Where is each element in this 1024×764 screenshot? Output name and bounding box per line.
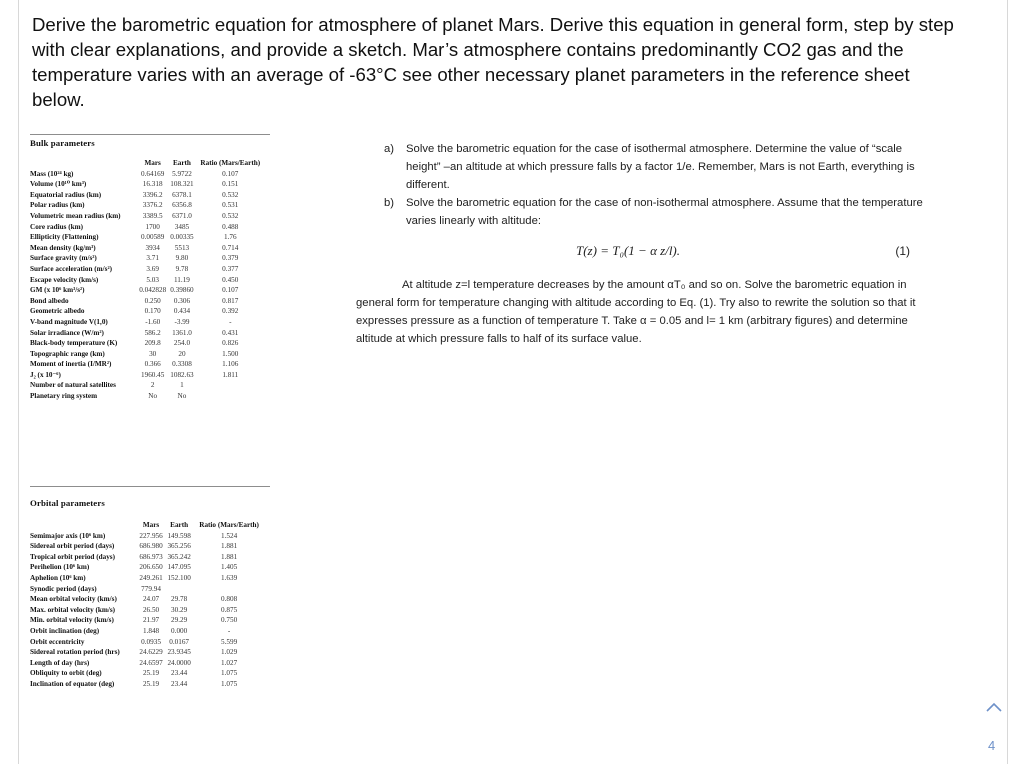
bulk-value: 6356.8	[172, 201, 192, 210]
orbital-value: 147.095	[167, 563, 191, 572]
equation-block	[356, 236, 926, 270]
bulk-value: 30	[149, 349, 157, 358]
bulk-value: 5.03	[146, 275, 159, 284]
bulk-value: 1082.63	[170, 370, 194, 379]
bulk-value: 0.64169	[141, 169, 165, 178]
bulk-header-1: Mars	[144, 159, 161, 167]
bulk-value: 0.392	[222, 307, 239, 316]
orbital-value: 21.97	[142, 616, 160, 625]
orbital-value: 24.6597	[139, 658, 163, 667]
orbital-value: 249.261	[139, 573, 163, 582]
bulk-param-label: Topographic range (km)	[30, 349, 105, 358]
bulk-header-0	[30, 158, 137, 169]
bulk-row	[30, 285, 265, 296]
bulk-value	[196, 380, 265, 391]
bulk-value: 1700	[145, 222, 160, 231]
bulk-value: 0.532	[222, 211, 239, 220]
bulk-value: 108.321	[170, 180, 194, 189]
bulk-value: -	[229, 317, 232, 326]
bulk-value: 5.9722	[172, 169, 192, 178]
orbital-value: 1.075	[221, 679, 238, 688]
bulk-value: 0.431	[222, 328, 239, 337]
orbital-value: 0.750	[221, 616, 238, 625]
orbital-row	[30, 594, 265, 605]
bulk-header-2: Earth	[172, 159, 191, 167]
orbital-value	[165, 584, 193, 595]
orbital-header-3: Ratio (Mars/Earth)	[199, 521, 259, 529]
bulk-value: 0.00589	[141, 233, 165, 242]
bulk-row	[30, 370, 265, 381]
orbital-header-1: Mars	[142, 521, 160, 529]
bulk-value: 9.80	[175, 254, 189, 263]
bulk-top-rule	[30, 134, 270, 135]
bulk-value: 0.434	[173, 307, 191, 316]
bulk-value: 0.107	[222, 286, 239, 295]
orbital-param-label: Inclination of equator (deg)	[30, 679, 115, 688]
bulk-param-label: Solar irradiance (W/m²)	[30, 328, 104, 337]
bulk-value: 0.377	[222, 264, 239, 273]
bulk-value: 0.531	[222, 201, 239, 210]
orbital-value: -	[227, 626, 231, 635]
bulk-param-label: Black-body temperature (K)	[30, 339, 118, 348]
bulk-row	[30, 296, 265, 307]
bulk-value: 0.042828	[139, 286, 167, 295]
orbital-value: 1.029	[221, 648, 238, 657]
bulk-row	[30, 275, 265, 286]
bulk-value: 0.170	[144, 307, 161, 316]
bulk-param-label: Mean density (kg/m³)	[30, 243, 96, 252]
orbital-row	[30, 668, 265, 679]
bulk-param-label: Equatorial radius (km)	[30, 190, 102, 199]
part-a-text: Solve the barometric equation for the case of isothermal atmosphere. Determine the value of “scale height” –an altitude at which pressure falls by a factor 1/e. Remember, Mars is not Earth, everything is different.	[406, 143, 915, 191]
bulk-value: 3485	[174, 222, 190, 231]
bulk-value: No	[148, 392, 158, 401]
orbital-value: 0.000	[171, 626, 188, 635]
bulk-value: 0.3308	[172, 360, 192, 369]
orbital-value: 29.29	[171, 616, 188, 625]
bulk-row	[30, 190, 265, 201]
orbital-value: 5.599	[221, 637, 238, 646]
bulk-row	[30, 359, 265, 370]
bulk-row	[30, 211, 265, 222]
bulk-param-label: Polar radius (km)	[30, 201, 85, 210]
orbital-value: 365.256	[167, 542, 191, 551]
orbital-row	[30, 562, 265, 573]
bulk-bottom-rule	[30, 486, 270, 487]
orbital-value: 152.100	[167, 573, 191, 582]
orbital-value: 24.6229	[139, 648, 163, 657]
bulk-value: 3396.2	[142, 190, 163, 199]
orbital-row	[30, 637, 265, 648]
orbital-value: 227.956	[139, 531, 163, 540]
page-number: 4	[988, 738, 996, 753]
orbital-value: 25.19	[142, 669, 160, 678]
orbital-row	[30, 584, 265, 595]
chevron-up-icon[interactable]	[982, 696, 1006, 720]
bulk-value: 0.488	[222, 222, 239, 231]
orbital-param-label: Orbit inclination (deg)	[30, 626, 100, 635]
orbital-value: 0.0167	[169, 637, 190, 646]
bulk-param-label: Number of natural satellites	[30, 381, 116, 390]
bulk-row	[30, 306, 265, 317]
bulk-parameters-table	[30, 158, 265, 402]
bulk-value: 0.00335	[170, 233, 194, 242]
orbital-value: 149.598	[167, 531, 191, 540]
bulk-param-label: Planetary ring system	[30, 392, 98, 401]
orbital-value: 1.075	[221, 669, 238, 678]
part-a-marker: a)	[384, 143, 395, 155]
part-b-paragraph: At altitude z=l temperature decreases by the amount αT₀ and so on. Solve the barometric equation in general form for temperature changing with altitude according to Eq. (1). Try also to rewrite the solution so that it expresses pressure as a function of temperature T. Take α = 0.05 and l= 1 km (arbitrary figures) and determine altitude at which pressure falls to half of its surface value.	[356, 279, 916, 345]
orbital-param-label: Perihelion (10⁶ km)	[30, 563, 90, 572]
bulk-value: 1.76	[223, 233, 237, 242]
bulk-parameters-title: Bulk parameters	[30, 138, 95, 148]
orbital-value: 1.639	[221, 573, 238, 582]
bulk-param-label: Volumetric mean radius (km)	[30, 211, 121, 220]
orbital-value: 24.07	[142, 595, 160, 604]
bulk-param-label: Mass (10²⁴ kg)	[30, 169, 74, 178]
bulk-value: 5513	[174, 243, 190, 252]
bulk-value: 3.69	[146, 264, 159, 273]
orbital-param-label: Sidereal orbit period (days)	[30, 542, 115, 551]
bulk-param-label: Surface gravity (m/s²)	[30, 254, 97, 263]
bulk-row	[30, 328, 265, 339]
question-text: Derive the barometric equation for atmosphere of planet Mars. Derive this equation in general form, step by step with clear explanations, and provide a sketch. Mar’s atmosphere contains predominantly CO2 gas and the temperature varies with an average of -63°C see other necessary planet parameters in the reference sheet below.	[32, 14, 954, 110]
orbital-value: 23.44	[171, 679, 188, 688]
orbital-value: 23.44	[171, 669, 188, 678]
orbital-value: 1.405	[221, 563, 238, 572]
bulk-value: 1	[180, 381, 184, 390]
part-a	[356, 140, 926, 194]
orbital-value: 206.650	[139, 563, 163, 572]
bulk-value: 2	[150, 381, 155, 390]
part-b-text: Solve the barometric equation for the case of non-isothermal atmosphere. Assume that the temperature varies linearly with altitude:	[406, 197, 923, 227]
bulk-param-label: Moment of inertia (I/MR²)	[30, 360, 112, 369]
orbital-param-label: Semimajor axis (10⁶ km)	[30, 531, 106, 540]
orbital-value: 1.848	[142, 626, 160, 635]
bulk-value: 3.71	[146, 254, 159, 263]
orbital-param-label: Length of day (hrs)	[30, 658, 90, 667]
bulk-value: No	[177, 392, 187, 401]
bulk-value: -1.60	[145, 317, 161, 326]
orbital-value: 24.0000	[167, 658, 191, 667]
bulk-row	[30, 349, 265, 360]
orbital-row	[30, 626, 265, 637]
bulk-value: 209.8	[144, 339, 161, 348]
bulk-param-label: Geometric albedo	[30, 307, 85, 316]
bulk-value: 20	[178, 349, 186, 358]
orbital-row	[30, 647, 265, 658]
orbital-param-label: Obliquity to orbit (deg)	[30, 669, 102, 678]
bulk-param-label: Surface acceleration (m/s²)	[30, 264, 112, 273]
orbital-param-label: Min. orbital velocity (km/s)	[30, 616, 114, 625]
bulk-row	[30, 380, 265, 391]
orbital-value: 1.027	[221, 658, 238, 667]
bulk-value: 6378.1	[172, 190, 192, 199]
bulk-value: 254.0	[173, 339, 191, 348]
bulk-param-label: V-band magnitude V(1,0)	[30, 317, 108, 326]
bulk-value: 3934	[145, 243, 160, 252]
bulk-value: 0.306	[173, 296, 191, 305]
bulk-value: 0.817	[222, 296, 239, 305]
bulk-value: 0.450	[222, 275, 239, 284]
bulk-value: 16.318	[142, 180, 163, 189]
bulk-value: -3.99	[174, 317, 190, 326]
orbital-param-label: Tropical orbit period (days)	[30, 552, 115, 561]
bulk-value: 0.107	[222, 169, 239, 178]
orbital-param-label: Orbit eccentricity	[30, 637, 85, 646]
bulk-row	[30, 243, 265, 254]
bulk-value: 9.78	[175, 264, 189, 273]
bulk-param-label: Bond albedo	[30, 296, 69, 305]
orbital-value	[193, 584, 265, 595]
bulk-param-label: GM (x 10⁶ km³/s²)	[30, 286, 85, 295]
orbital-value: 686.980	[139, 542, 163, 551]
orbital-value: 30.29	[171, 605, 188, 614]
orbital-row	[30, 605, 265, 616]
orbital-header-0	[30, 520, 137, 531]
orbital-row	[30, 552, 265, 563]
bulk-value: 0.826	[222, 339, 239, 348]
bulk-param-label: Ellipticity (Flattening)	[30, 233, 99, 242]
bulk-row	[30, 338, 265, 349]
bulk-param-label: Volume (10¹⁰ km³)	[30, 180, 87, 189]
part-b	[356, 194, 926, 230]
orbital-parameters-title: Orbital parameters	[30, 498, 105, 508]
bulk-row	[30, 200, 265, 211]
bulk-value: 11.19	[173, 275, 190, 284]
orbital-row	[30, 541, 265, 552]
bulk-value: 586.2	[144, 328, 161, 337]
bulk-row	[30, 169, 265, 180]
bulk-value: 1.811	[222, 370, 239, 379]
bulk-row	[30, 317, 265, 328]
bulk-header-3: Ratio (Mars/Earth)	[200, 159, 261, 167]
orbital-param-label: Aphelion (10⁶ km)	[30, 573, 86, 582]
bulk-value: 0.379	[222, 254, 239, 263]
temperature-equation: T(z) = T₀(1 − α z/l).	[576, 243, 681, 258]
bulk-value: 1361.0	[172, 328, 192, 337]
bulk-value: 0.250	[144, 296, 161, 305]
orbital-header-2: Earth	[170, 521, 189, 529]
bulk-param-label: Core radius (km)	[30, 222, 83, 231]
orbital-param-label: Sidereal rotation period (hrs)	[30, 648, 120, 657]
orbital-row	[30, 531, 265, 542]
bulk-value: 0.532	[222, 190, 239, 199]
orbital-value: 365.242	[167, 552, 191, 561]
bulk-value: 1.500	[222, 349, 239, 358]
orbital-row	[30, 658, 265, 669]
bulk-value: 1960.45	[141, 370, 165, 379]
bulk-value: 0.366	[144, 360, 161, 369]
bulk-row	[30, 391, 265, 402]
orbital-value: 23.9345	[167, 648, 191, 657]
orbital-param-label: Synodic period (days)	[30, 584, 97, 593]
part-b-marker: b)	[384, 197, 395, 209]
orbital-value: 779.94	[141, 584, 161, 593]
bulk-param-label: Escape velocity (km/s)	[30, 275, 99, 284]
bulk-value: 0.714	[222, 243, 239, 252]
orbital-value: 1.881	[221, 542, 238, 551]
bulk-param-label: J₂ (x 10⁻⁶)	[30, 370, 61, 379]
bulk-value: 1.106	[222, 360, 239, 369]
orbital-value: 25.19	[142, 679, 160, 688]
orbital-value: 0.808	[221, 595, 238, 604]
bulk-value: 3376.2	[142, 201, 163, 210]
orbital-value: 1.881	[221, 552, 238, 561]
bulk-row	[30, 264, 265, 275]
orbital-value: 0.875	[221, 605, 238, 614]
orbital-param-label: Mean orbital velocity (km/s)	[30, 595, 117, 604]
bulk-value: 0.151	[222, 180, 239, 189]
orbital-value: 26.50	[142, 605, 160, 614]
orbital-value: 0.0935	[141, 637, 161, 646]
orbital-value: 686.973	[139, 552, 163, 561]
bulk-value: 3389.5	[142, 211, 163, 220]
bulk-row	[30, 222, 265, 233]
orbital-value: 1.524	[221, 531, 238, 540]
orbital-value: 29.78	[171, 595, 188, 604]
bulk-value	[196, 391, 265, 402]
problem-statement	[356, 140, 926, 348]
orbital-row	[30, 615, 265, 626]
bulk-row	[30, 179, 265, 190]
orbital-param-label: Max. orbital velocity (km/s)	[30, 605, 116, 614]
orbital-parameters-table	[30, 520, 265, 690]
bulk-value: 6371.0	[172, 211, 192, 220]
bulk-row	[30, 253, 265, 264]
bulk-row	[30, 232, 265, 243]
orbital-row	[30, 679, 265, 690]
equation-number: (1)	[895, 244, 910, 258]
bulk-value: 0.39860	[170, 286, 194, 295]
orbital-row	[30, 573, 265, 584]
